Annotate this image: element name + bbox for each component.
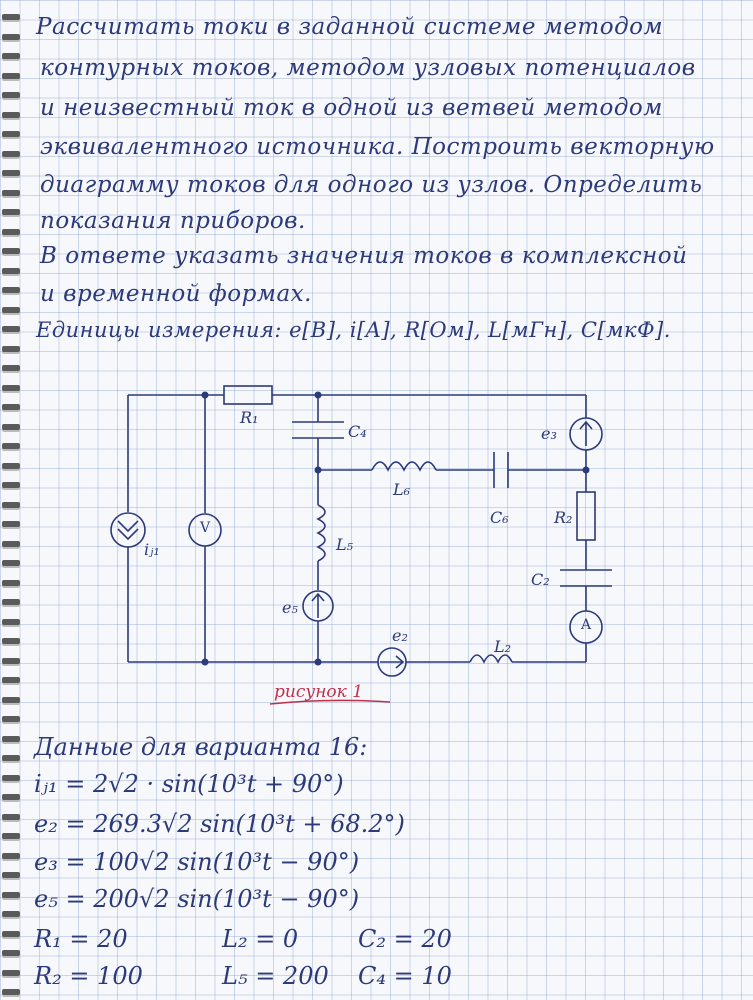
task-line-8: и временной формах. <box>40 281 312 307</box>
source-e2-arrow <box>380 656 403 668</box>
variant-heading: Данные для варианта 16: <box>34 733 368 761</box>
current-source-arrows <box>118 521 138 539</box>
label-e3: e₃ <box>541 424 557 443</box>
equation-ij1: iⱼ₁ = 2√2 · sin(10³t + 90°) <box>34 770 344 798</box>
param-l2: L₂ = 0 <box>222 925 299 953</box>
voltmeter-symbol: V <box>200 520 211 536</box>
label-es: e₅ <box>282 598 298 617</box>
task-line-4: эквивалентного источника. Построить векторную <box>40 134 715 160</box>
label-c6: C₆ <box>490 508 509 527</box>
label-r2: R₂ <box>554 508 573 527</box>
equation-e2: e₂ = 269.3√2 sin(10³t + 68.2°) <box>34 810 405 838</box>
source-e3-arrow <box>580 422 592 446</box>
param-c4: C₄ = 10 <box>358 962 452 990</box>
inductor-l6 <box>372 462 436 470</box>
label-c4: C₄ <box>348 422 367 441</box>
inductor-l2 <box>470 655 512 662</box>
label-l2: L₂ <box>494 637 512 656</box>
task-line-5: диаграмму токов для одного из узлов. Определить <box>40 172 703 198</box>
ammeter-symbol: A <box>581 617 592 633</box>
circuit-nodes <box>202 392 590 666</box>
label-l6: L₆ <box>393 480 411 499</box>
inductor-l5 <box>318 505 325 561</box>
source-es-arrow <box>312 594 324 618</box>
param-l5: L₅ = 200 <box>222 962 329 990</box>
task-line-6: показания приборов. <box>40 208 306 234</box>
label-e2: e₂ <box>392 626 408 645</box>
param-r1: R₁ = 20 <box>34 925 128 953</box>
task-line-1: Рассчитать токи в заданной системе методом <box>36 14 664 40</box>
param-c2: C₂ = 20 <box>358 925 452 953</box>
param-r2: R₂ = 100 <box>34 962 143 990</box>
task-line-3: и неизвестный ток в одной из ветвей методом <box>40 95 663 121</box>
resistor-r2 <box>577 492 595 540</box>
label-l5: L₅ <box>336 535 354 554</box>
equation-es: e₅ = 200√2 sin(10³t − 90°) <box>34 885 360 913</box>
equation-e3: e₃ = 100√2 sin(10³t − 90°) <box>34 848 360 876</box>
task-line-7: В ответе указать значения токов в комплексной <box>40 243 688 269</box>
label-r1: R₁ <box>240 408 259 427</box>
label-c2: C₂ <box>531 570 550 589</box>
resistor-r1 <box>224 386 272 404</box>
label-ij1: iⱼ₁ <box>144 540 160 559</box>
units-line: Единицы измерения: e[В], i[A], R[Ом], L[мГн], C[мкФ]. <box>36 318 671 342</box>
figure-caption: рисунок 1 <box>274 682 364 702</box>
task-line-2: контурных токов, методом узловых потенциалов <box>40 55 696 81</box>
